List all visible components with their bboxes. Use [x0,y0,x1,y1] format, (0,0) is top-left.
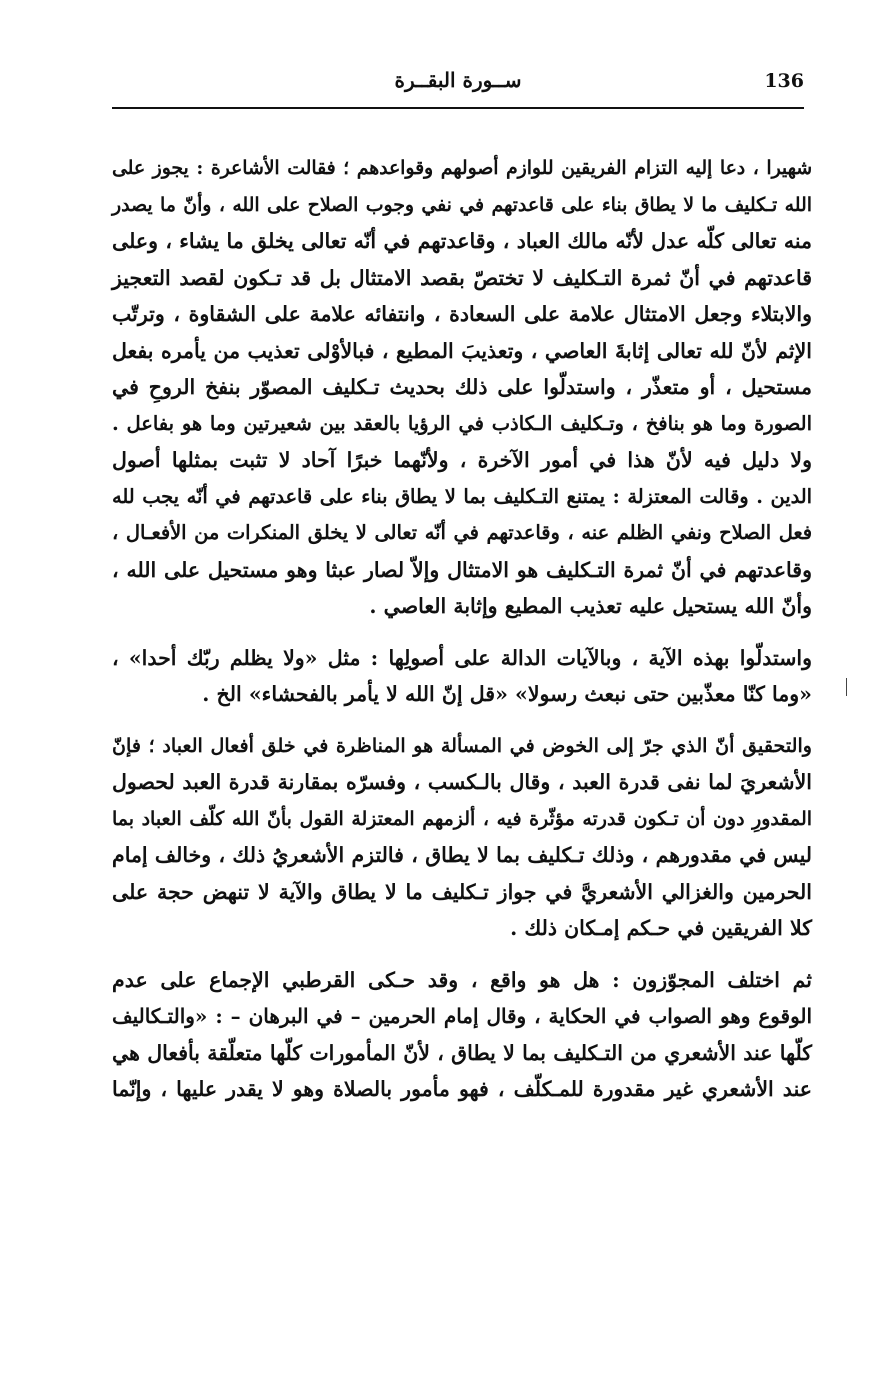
text-line: واستدلّوا بهذه الآية ، وبالآيات الدالة على أصولِها : مثل «ولا يظلم ربّك أحدا» ، [112,645,812,670]
text-line: عند الأشعري غير مقدورة للمـكلّف ، فهو مأمور بالصلاة وهو لا يقدر عليها ، وإنّما [112,1077,812,1101]
text-line: الحرمين والغزالي الأشعريَّ في جواز تـكليف ما لا يطاق والآية لا تنهض حجة على [112,879,812,904]
body-text [112,150,812,1108]
text-line: ليس في مقدورهم ، وذلك تـكليف بما لا يطاق ، فالتزم الأشعريُ ذلك ، وخالف إمام [112,843,812,867]
text-line: الله تـكليف ما لا يطاق بناء على قاعدتهم في نفي وجوب الصلاح على الله ، وأنّ ما يصدر [112,193,812,216]
page-number: 136 [764,70,804,92]
text-line: المقدورِ دون أن تـكون قدرته مؤثّرة فيه ، ألزمهم المعتزلة القول بأنّ الله كلّف العباد بما [112,807,812,830]
text-line: مستحيل ، أو متعذّر ، واستدلّوا على ذلك بحديث تـكليف المصوّر بنفخ الروحِ في [112,375,812,399]
text-line: فعل الصلاح ونفي الظلم عنه ، وقاعدتهم في أنّه تعالى لا يخلق المنكرات من الأفعـال ، [112,521,812,544]
text-line: وأنّ الله يستحيل عليه تعذيب المطيع وإثابة العاصي . [369,594,812,618]
page-header [112,66,804,106]
paragraph [112,150,812,625]
paragraph-gap [112,947,812,962]
text-line: شهيرا ، دعا إليه التزام الفريقين للوازم أصولهم وقواعدهم ؛ فقالت الأشاعرة : يجوز على [112,157,812,179]
text-line: «وما كنّا معذّبين حتى نبعث رسولا» «قل إنّ الله لا يأمر بالفحشاء» الخ . [202,682,812,706]
text-line: منه تعالى كلّه عدل لأنّه مالك العباد ، وقاعدتهم في أنّه تعالى يخلق ما يشاء ، وعلى [112,229,812,253]
text-line: الأشعريَ لما نفى قدرة العبد ، وقال بالـكسب ، وفسرّه بمقارنة قدرة العبد لحصول [112,770,812,794]
paragraph-gap [112,713,812,728]
text-line: والابتلاء وجعل الامتثال علامة على السعادة ، وانتفائه علامة على الشقاوة ، وترتّب [112,302,812,326]
text-line: ولا دليل فيه لأنّ هذا في أمور الآخرة ، ولأنّهما خبرًا آحاد لا تثبت بمثلها أصول [112,448,812,472]
running-title: ســورة البقــرة [394,68,522,92]
margin-mark [846,678,847,696]
text-line: الصورة وما هو بنافخ ، وتـكليف الـكاذب في الرؤيا بالعقد بين شعيرتين وما هو بفاعل . [112,411,812,435]
paragraph [112,640,812,713]
text-line: والتحقيق أنّ الذي جرّ إلى الخوض في المسألة هو المناظرة في خلق أفعال العباد ؛ فإنّ [112,733,812,757]
text-line: ثم اختلف المجوّزون : هل هو واقع ، وقد حـكى القرطبي الإجماع على عدم [112,967,812,992]
paragraph-gap [112,625,812,640]
text-line: الدين . وقالت المعتزلة : يمتنع التـكليف بما لا يطاق بناء على قاعدتهم في أنّه يجب لله [112,484,812,508]
header-rule [112,107,804,109]
text-line: الإثم لأنّ لله تعالى إثابةَ العاصي ، وتعذيبَ المطيع ، فبالأوْلى تعذيب من يأمره بفعل [112,338,812,363]
text-line: قاعدتهم في أنّ ثمرة التـكليف لا تختصّ بقصد الامتثال بل قد تـكون لقصد التعجيز [112,265,812,290]
text-line: وقاعدتهم في أنّ ثمرة التـكليف هو الامتثال وإلاّ لصار عبثا وهو مستحيل على الله ، [112,557,812,582]
text-line: الوقوع وهو الصواب في الحكاية ، وقال إمام الحرمين – في البرهان – : «والتـكاليف [112,1004,812,1028]
paragraph [112,962,812,1108]
text-line: كلّها عند الأشعري من التـكليف بما لا يطاق ، لأنّ المأمورات كلّها متعلّقة بأفعال هي [112,1040,812,1065]
text-line: كلا الفريقين في حـكم إمـكان ذلك . [510,916,812,940]
paragraph [112,728,812,947]
